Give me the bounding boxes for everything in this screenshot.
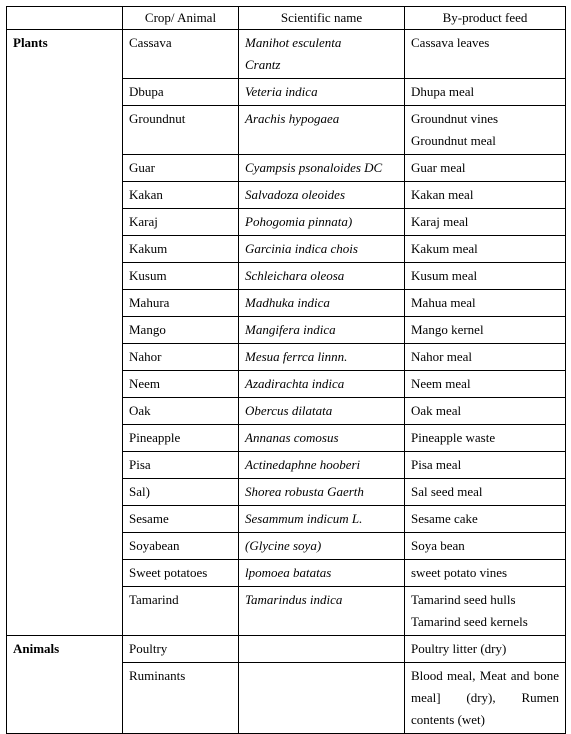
- byproduct-feed-line: Groundnut meal: [411, 133, 496, 148]
- scientific-name-cell: [239, 263, 405, 290]
- byproduct-feed-cell: [405, 663, 566, 734]
- scientific-name-line: Cyampsis psonaloides DC: [245, 160, 383, 175]
- byproduct-feed-line: Mahua meal: [411, 295, 476, 310]
- crop-animal-cell: Sal): [123, 479, 239, 506]
- category-cell: Animals: [7, 636, 123, 734]
- byproduct-feed-cell: [405, 371, 566, 398]
- scientific-name-cell: [239, 30, 405, 79]
- byproduct-feed-cell: [405, 155, 566, 182]
- crop-animal-cell: Mango: [123, 317, 239, 344]
- scientific-name-line: (Glycine soya): [245, 538, 322, 553]
- scientific-name-cell: [239, 425, 405, 452]
- byproduct-feed-cell: [405, 560, 566, 587]
- scientific-name-line: Sesammum indicum L.: [245, 511, 363, 526]
- scientific-name-cell: [239, 587, 405, 636]
- byproduct-feed-line: Sal seed meal: [411, 484, 483, 499]
- scientific-name-line: Salvadoza oleoides: [245, 187, 346, 202]
- byproduct-feed-line: Mango kernel: [411, 322, 484, 337]
- byproduct-feed-cell: [405, 209, 566, 236]
- crop-animal-cell: Cassava: [123, 30, 239, 79]
- crop-animal-cell: Pisa: [123, 452, 239, 479]
- scientific-name-line: Shorea robusta Gaerth: [245, 484, 364, 499]
- scientific-name-cell: [239, 371, 405, 398]
- byproduct-feed-line: Tamarind seed kernels: [411, 614, 528, 629]
- crop-animal-cell: Sweet potatoes: [123, 560, 239, 587]
- byproduct-feed-cell: [405, 290, 566, 317]
- scientific-name-line: Madhuka indica: [245, 295, 330, 310]
- table-row: [7, 30, 566, 79]
- crop-animal-cell: Groundnut: [123, 106, 239, 155]
- crop-animal-cell: Kakum: [123, 236, 239, 263]
- scientific-name-cell: [239, 155, 405, 182]
- scientific-name-line: Mangifera indica: [245, 322, 336, 337]
- byproduct-feed-cell: [405, 263, 566, 290]
- scientific-name-cell: [239, 560, 405, 587]
- byproduct-feed-line: Dhupa meal: [411, 84, 475, 99]
- scientific-name-cell: [239, 182, 405, 209]
- table-row: [7, 636, 566, 663]
- category-cell: Plants: [7, 30, 123, 636]
- scientific-name-cell: [239, 317, 405, 344]
- scientific-name-cell: [239, 236, 405, 263]
- scientific-name-cell: [239, 209, 405, 236]
- scientific-name-line: Azadirachta indica: [245, 376, 345, 391]
- scientific-name-line: Pohogomia pinnata): [245, 214, 353, 229]
- byproduct-feed-line: Groundnut vines: [411, 111, 499, 126]
- byproduct-feed-cell: [405, 636, 566, 663]
- byproduct-feed-line: sweet potato vines: [411, 565, 508, 580]
- byproduct-feed-cell: [405, 106, 566, 155]
- crop-animal-cell: Karaj: [123, 209, 239, 236]
- header-row: [7, 7, 566, 30]
- scientific-name-line: Actinedaphne hooberi: [245, 457, 361, 472]
- byproduct-feed-line: Pisa meal: [411, 457, 462, 472]
- byproduct-feed-line: Pineapple waste: [411, 430, 496, 445]
- scientific-name-cell: [239, 106, 405, 155]
- byproduct-feed-cell: [405, 587, 566, 636]
- crop-animal-cell: Mahura: [123, 290, 239, 317]
- byproduct-feed-cell: [405, 79, 566, 106]
- byproduct-feed-line: Blood meal, Meat and bone meal] (dry), Rumen contents (wet): [411, 668, 559, 727]
- byproduct-feed-line: Kakan meal: [411, 187, 474, 202]
- crop-animal-cell: Tamarind: [123, 587, 239, 636]
- scientific-name-cell: [239, 636, 405, 663]
- byproduct-feed-cell: [405, 452, 566, 479]
- scientific-name-line: Mesua ferrca linnn.: [245, 349, 348, 364]
- scientific-name-cell: [239, 398, 405, 425]
- scientific-name-line: Veteria indica: [245, 84, 318, 99]
- byproduct-feed-cell: [405, 425, 566, 452]
- scientific-name-cell: [239, 506, 405, 533]
- crop-animal-cell: Ruminants: [123, 663, 239, 734]
- scientific-name-cell: [239, 79, 405, 106]
- crop-animal-cell: Soyabean: [123, 533, 239, 560]
- crop-animal-cell: Neem: [123, 371, 239, 398]
- scientific-name-line: Schleichara oleosa: [245, 268, 345, 283]
- byproduct-feed-cell: [405, 533, 566, 560]
- byproduct-feed-cell: [405, 344, 566, 371]
- header-byproduct-feed: By-product feed: [405, 7, 566, 30]
- scientific-name-cell: [239, 290, 405, 317]
- crop-animal-cell: Guar: [123, 155, 239, 182]
- byproduct-feed-line: Karaj meal: [411, 214, 469, 229]
- byproduct-feed-line: Poultry litter (dry): [411, 641, 507, 656]
- crop-animal-cell: Pineapple: [123, 425, 239, 452]
- byproduct-feed-line: Soya bean: [411, 538, 465, 553]
- scientific-name-line: lpomoea batatas: [245, 565, 332, 580]
- scientific-name-cell: [239, 533, 405, 560]
- scientific-name-line: Tamarindus indica: [245, 592, 343, 607]
- scientific-name-line: Manihot esculenta: [245, 35, 342, 50]
- scientific-name-cell: [239, 479, 405, 506]
- scientific-name-cell: [239, 344, 405, 371]
- header-crop-animal: Crop/ Animal: [123, 7, 239, 30]
- byproduct-feed-line: Neem meal: [411, 376, 471, 391]
- byproduct-feed-line: Guar meal: [411, 160, 466, 175]
- byproduct-feed-cell: [405, 506, 566, 533]
- crop-animal-cell: Sesame: [123, 506, 239, 533]
- crop-animal-cell: Oak: [123, 398, 239, 425]
- scientific-name-line: Arachis hypogaea: [245, 111, 340, 126]
- byproduct-feed-cell: [405, 317, 566, 344]
- scientific-name-line: Obercus dilatata: [245, 403, 333, 418]
- scientific-name-cell: [239, 663, 405, 734]
- byproduct-feed-line: Kusum meal: [411, 268, 478, 283]
- byproduct-feed-line: Nahor meal: [411, 349, 473, 364]
- scientific-name-line: Garcinia indica chois: [245, 241, 358, 256]
- header-scientific-name: Scientific name: [239, 7, 405, 30]
- crop-animal-cell: Kusum: [123, 263, 239, 290]
- byproduct-feed-line: Cassava leaves: [411, 35, 490, 50]
- byproduct-feed-cell: [405, 479, 566, 506]
- crop-animal-cell: Kakan: [123, 182, 239, 209]
- byproduct-feed-line: Kakum meal: [411, 241, 478, 256]
- crop-animal-cell: Nahor: [123, 344, 239, 371]
- byproduct-feed-cell: [405, 182, 566, 209]
- byproduct-feed-table: [6, 6, 566, 734]
- scientific-name-line: Annanas comosus: [245, 430, 339, 445]
- crop-animal-cell: Poultry: [123, 636, 239, 663]
- byproduct-feed-cell: [405, 398, 566, 425]
- byproduct-feed-cell: [405, 30, 566, 79]
- byproduct-feed-line: Tamarind seed hulls: [411, 592, 516, 607]
- byproduct-feed-cell: [405, 236, 566, 263]
- byproduct-feed-line: Oak meal: [411, 403, 462, 418]
- header-category: [7, 7, 123, 30]
- scientific-name-cell: [239, 452, 405, 479]
- scientific-name-line: Crantz: [245, 57, 281, 72]
- crop-animal-cell: Dbupa: [123, 79, 239, 106]
- table-body: [7, 30, 566, 734]
- byproduct-feed-line: Sesame cake: [411, 511, 478, 526]
